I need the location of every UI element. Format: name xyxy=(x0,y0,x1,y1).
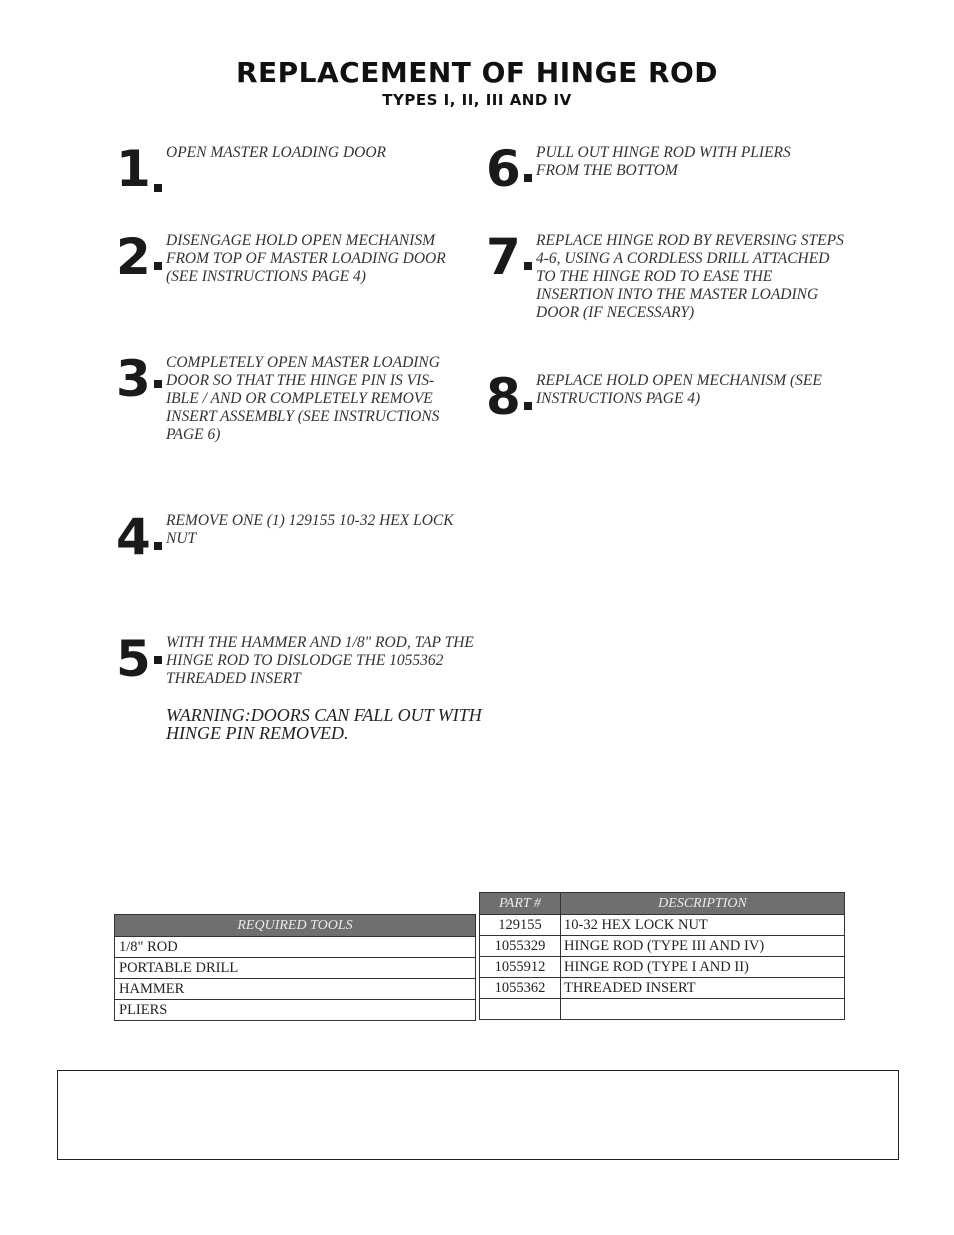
step-number: 2 xyxy=(116,228,151,286)
notes-box xyxy=(57,1070,899,1160)
step-text: REPLACE HINGE ROD BY REVERSING STEPS 4-6, USING A CORDLESS DRILL ATTACHED TO THE HINGE ROD TO EASE THE INSERTION INTO THE MASTER LOADING DOOR (IF NECESSARY) xyxy=(536,232,844,321)
table-row xyxy=(480,999,845,1020)
page-subtitle: TYPES I, II, III AND IV xyxy=(382,91,572,109)
tool-cell: 1/8" ROD xyxy=(115,937,476,958)
column-header-description: DESCRIPTION xyxy=(561,893,845,915)
step-text: COMPLETELY OPEN MASTER LOADING DOOR SO THAT THE HINGE PIN IS VIS-IBLE / AND OR COMPLETELY REMOVE INSERT ASSEMBLY (SEE INSTRUCTIONS PAGE 6) xyxy=(166,354,440,443)
step-text: REMOVE ONE (1) 129155 10-32 HEX LOCK NUT xyxy=(166,512,454,547)
required-tools-table xyxy=(114,914,476,1021)
step-text: OPEN MASTER LOADING DOOR xyxy=(166,144,386,161)
page-title: REPLACEMENT OF HINGE ROD xyxy=(235,56,719,89)
step-number: 8 xyxy=(486,368,521,426)
step-bullet xyxy=(154,184,162,192)
step-6 xyxy=(486,140,856,204)
table-row xyxy=(480,957,845,978)
description-cell xyxy=(561,999,845,1020)
step-bullet xyxy=(524,262,532,270)
description-cell: HINGE ROD (TYPE III AND IV) xyxy=(561,936,845,957)
step-bullet xyxy=(154,656,162,664)
part-number-cell: 1055329 xyxy=(480,936,561,957)
description-cell: THREADED INSERT xyxy=(561,978,845,999)
step-text: REPLACE HOLD OPEN MECHANISM (SEE INSTRUCTIONS PAGE 4) xyxy=(536,372,822,407)
tool-cell: HAMMER xyxy=(115,979,476,1000)
step-bullet xyxy=(524,402,532,410)
step-bullet xyxy=(154,262,162,270)
step-text: WITH THE HAMMER AND 1/8" ROD, TAP THE HINGE ROD TO DISLODGE THE 1055362 THREADED INSERT xyxy=(166,634,474,687)
tool-cell: PORTABLE DRILL xyxy=(115,958,476,979)
warning-text: WARNING:DOORS CAN FALL OUT WITH HINGE PIN REMOVED. xyxy=(166,705,482,743)
part-number-cell: 1055362 xyxy=(480,978,561,999)
step-number: 6 xyxy=(486,140,521,198)
part-number-cell: 129155 xyxy=(480,915,561,936)
tool-cell: PLIERS xyxy=(115,1000,476,1021)
table-row xyxy=(115,937,476,958)
step-7 xyxy=(486,228,856,332)
column-header: REQUIRED TOOLS xyxy=(115,915,476,937)
description-cell: 10-32 HEX LOCK NUT xyxy=(561,915,845,936)
step-number: 1 xyxy=(116,140,151,198)
table-row xyxy=(115,958,476,979)
part-number-cell: 1055912 xyxy=(480,957,561,978)
description-cell: HINGE ROD (TYPE I AND II) xyxy=(561,957,845,978)
step-number: 4 xyxy=(116,508,151,566)
step-bullet xyxy=(154,542,162,550)
part-number-cell xyxy=(480,999,561,1020)
table-row xyxy=(480,978,845,999)
table-header-row xyxy=(480,893,845,915)
column-header-part: PART # xyxy=(480,893,561,915)
table-header-row xyxy=(115,915,476,937)
table-row xyxy=(115,979,476,1000)
step-3 xyxy=(116,350,486,454)
table-row xyxy=(480,915,845,936)
step-number: 7 xyxy=(486,228,521,286)
parts-table xyxy=(479,892,845,1020)
table-row xyxy=(480,936,845,957)
step-number: 3 xyxy=(116,350,151,408)
step-bullet xyxy=(524,174,532,182)
step-8 xyxy=(486,368,856,432)
step-5 xyxy=(116,630,486,694)
step-number: 5 xyxy=(116,630,151,688)
step-1 xyxy=(116,140,486,204)
table-row xyxy=(115,1000,476,1021)
step-4 xyxy=(116,508,486,572)
step-bullet xyxy=(154,380,162,388)
step-text: DISENGAGE HOLD OPEN MECHANISM FROM TOP OF MASTER LOADING DOOR (SEE INSTRUCTIONS PAGE 4) xyxy=(166,232,446,285)
step-text: PULL OUT HINGE ROD WITH PLIERS FROM THE BOTTOM xyxy=(536,144,791,179)
step-2 xyxy=(116,228,486,302)
